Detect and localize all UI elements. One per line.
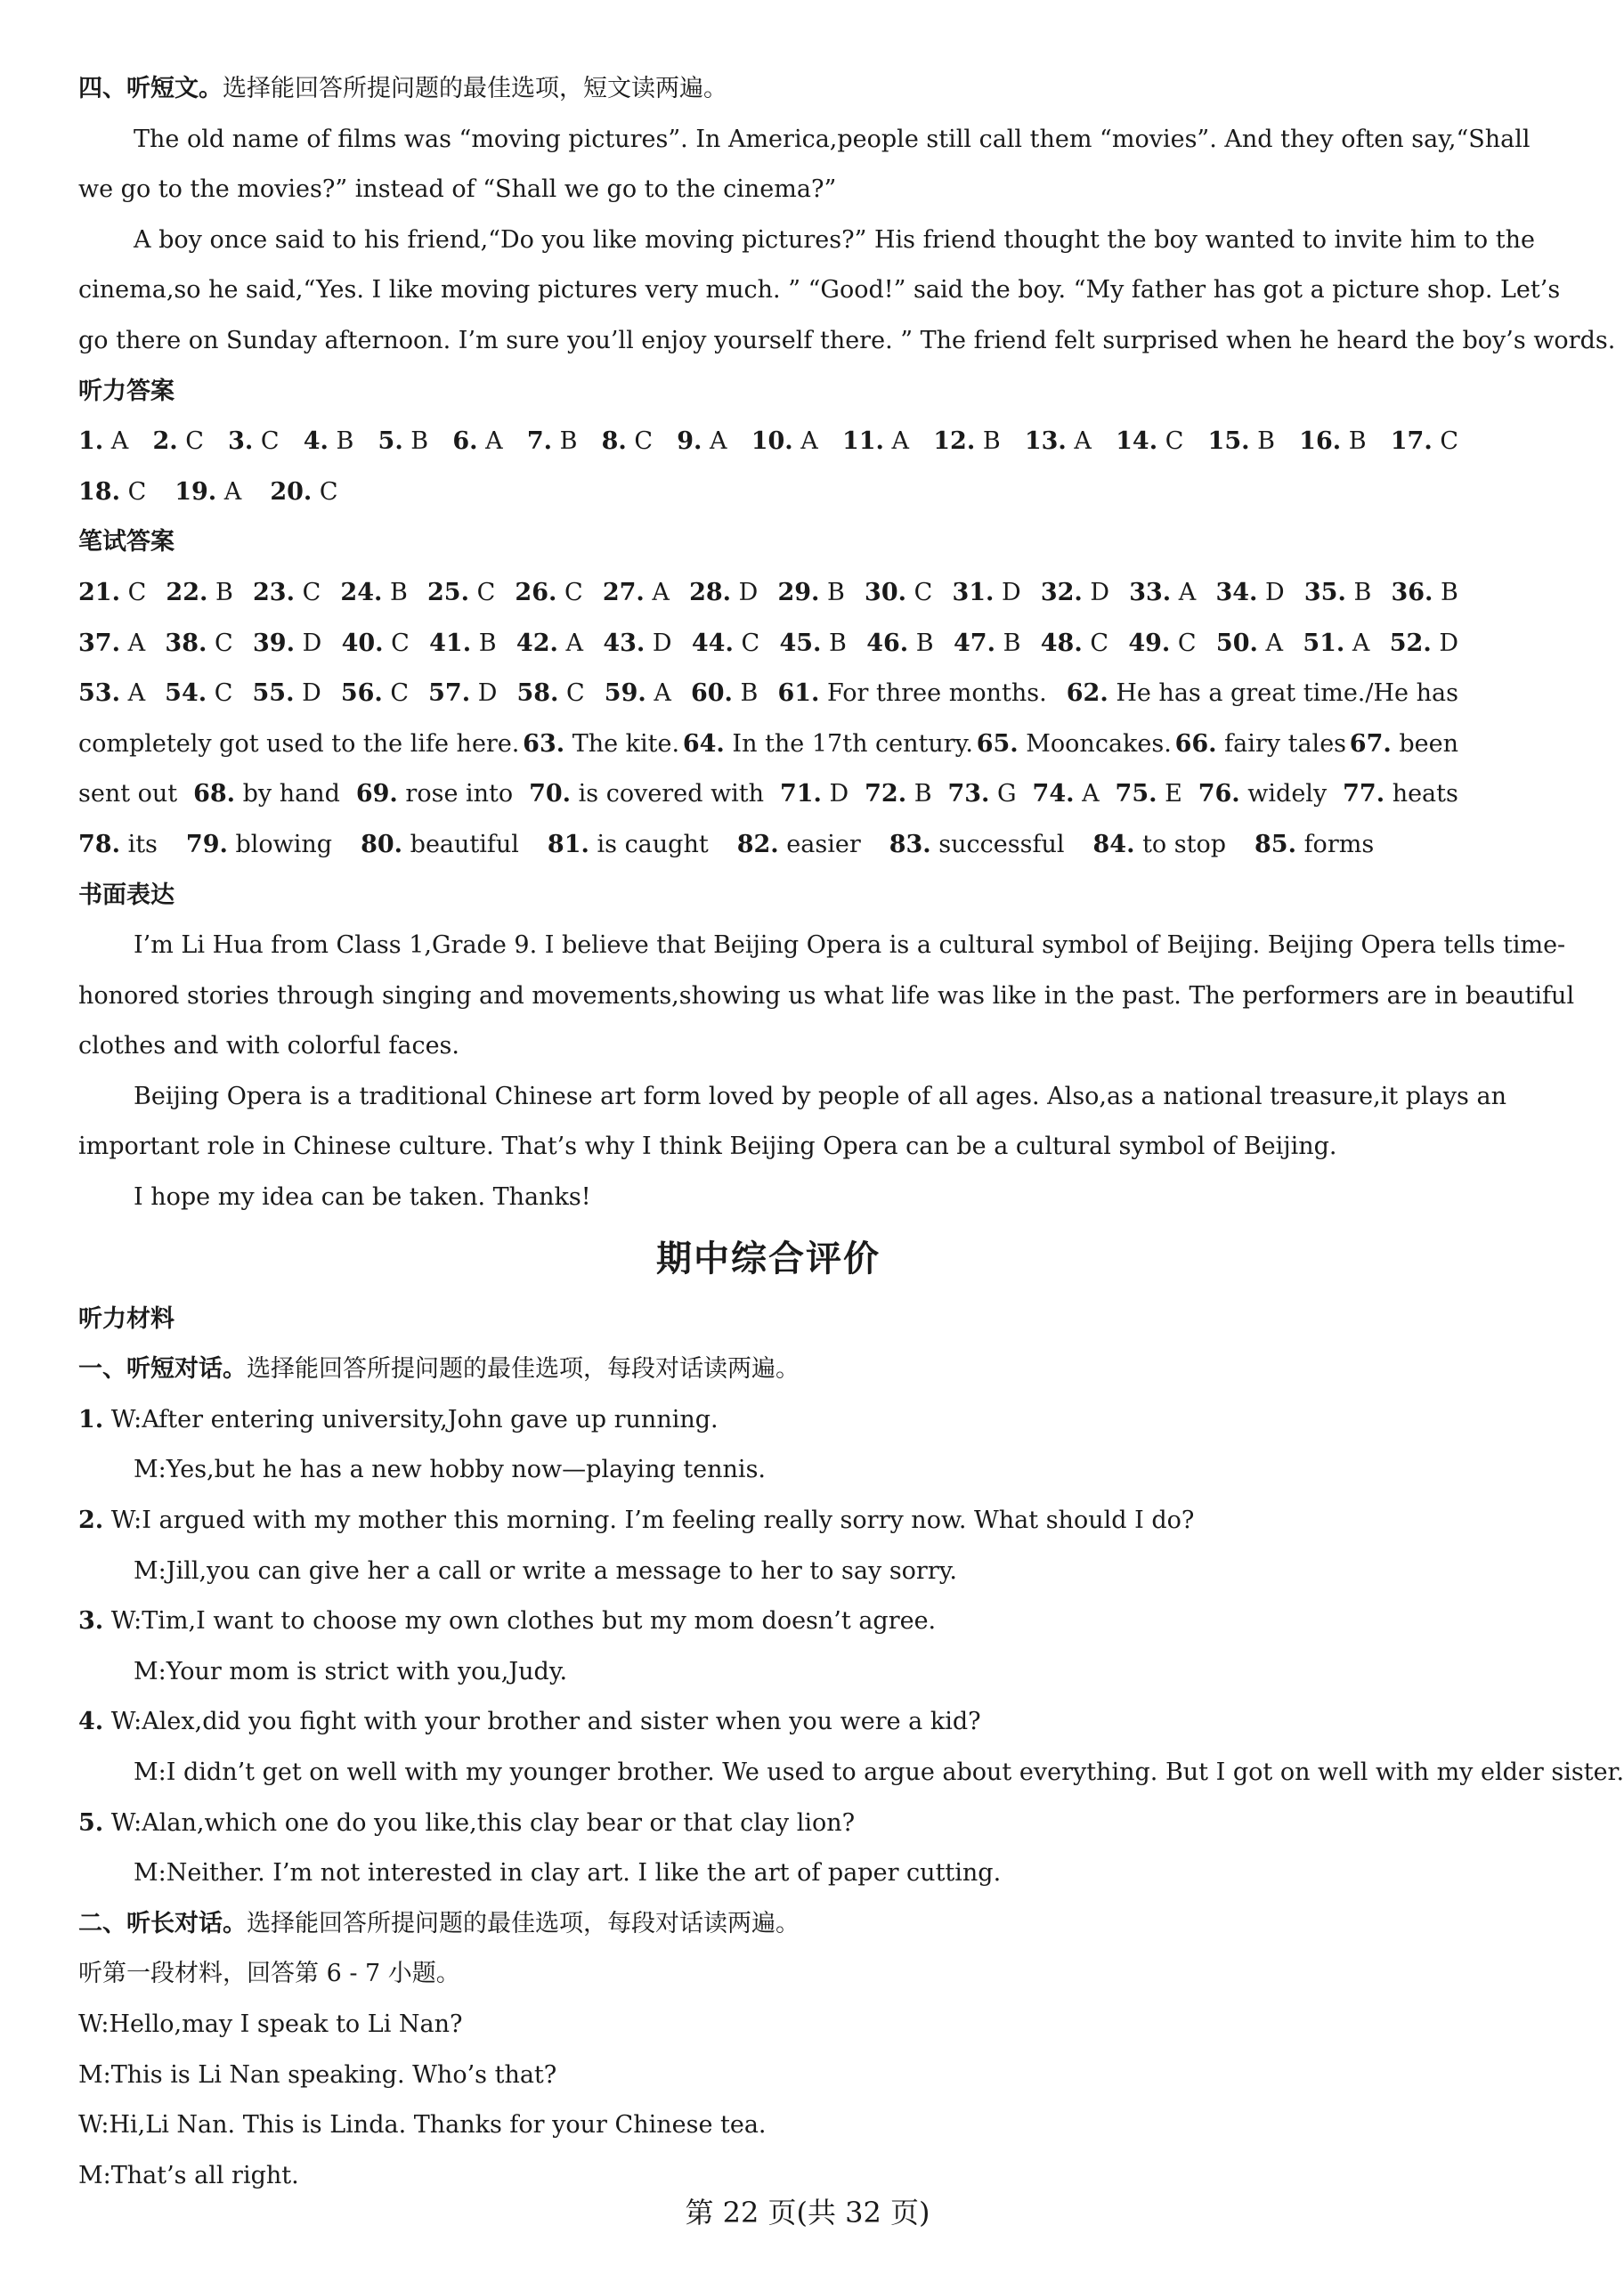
answer-item: 76. widely (1198, 780, 1328, 808)
answer-item: 1. A (78, 427, 129, 456)
answer-item: 34. D (1215, 578, 1285, 606)
dialog-line: 1. W:After entering university,John gave up running. (78, 1405, 719, 1433)
answer-item: 37. A (78, 629, 146, 657)
answer-item: 25. C (427, 578, 496, 606)
answer-item: 17. C (1390, 427, 1458, 456)
answer-item: 65. Mooncakes. (976, 729, 1172, 758)
section4-heading: 四、听短文。选择能回答所提问题的最佳选项，短文读两遍。 (78, 75, 727, 102)
dialog-line: M:Jill,you can give her a call or write a message to her to say sorry. (134, 1556, 957, 1585)
answer-row (78, 820, 1458, 871)
answer-item: 75. E (1115, 780, 1182, 808)
answer-item: 54. C (165, 679, 233, 708)
answer-item: 46. B (866, 629, 934, 657)
answer-item: 73. G (947, 780, 1017, 808)
answer-item: 78. its (78, 830, 158, 858)
dialog-line: 3. W:Tim,I want to choose my own clothes but my mom doesn’t agree. (78, 1607, 937, 1636)
answer-item: 67. been (1349, 729, 1458, 758)
answer-item: sent out (78, 780, 178, 808)
answer-item: 69. rose into (355, 780, 514, 808)
answer-item: 62. He has a great time./He has (1066, 679, 1458, 708)
answer-item: 18. C (78, 477, 147, 506)
dialog-line: M:Neither. I’m not interested in clay art. I like the art of paper cutting. (134, 1859, 1002, 1888)
answer-item: 13. A (1024, 427, 1092, 456)
answer-row (78, 417, 1458, 467)
answer-item: 2. C (152, 427, 204, 456)
answer-item: 81. is caught (547, 830, 709, 858)
passage-line: we go to the movies?” instead of “Shall we go to the cinema?” (78, 175, 837, 204)
dialog-line: M:This is Li Nan speaking. Who’s that? (78, 2060, 557, 2089)
answer-item: 41. B (429, 629, 497, 657)
answer-item: 21. C (78, 578, 147, 606)
answer-item: 48. C (1040, 629, 1108, 657)
answer-item: 28. D (689, 578, 759, 606)
section2-heading: 二、听长对话。选择能回答所提问题的最佳选项，每段对话读两遍。 (78, 1909, 800, 1937)
answer-item: 12. B (933, 427, 1001, 456)
passage-line: The old name of films was “moving pictures”. In America,people still call them “movies”. And they often say,“Shall (134, 125, 1531, 153)
answer-item: 58. C (516, 679, 585, 708)
answer-item: 72. B (865, 780, 932, 808)
answer-item: 40. C (341, 629, 410, 657)
passage-line: go there on Sunday afternoon. I’m sure you’ll enjoy yourself there. ” The friend felt surprised when he heard the boy’s words. (78, 326, 1616, 354)
answer-item: 15. B (1207, 427, 1275, 456)
answer-item: 84. to stop (1092, 830, 1226, 858)
dialog-line: M:Your mom is strict with you,Judy. (134, 1657, 568, 1685)
answer-item: 14. C (1116, 427, 1184, 456)
answer-row (78, 719, 1458, 770)
page-content (78, 64, 1624, 2201)
answer-item: 5. B (378, 427, 429, 456)
answer-row (78, 769, 1458, 820)
answer-item: 24. B (340, 578, 408, 606)
essay-line: I hope my idea can be taken. Thanks! (134, 1183, 591, 1212)
answer-item: 66. fairy tales (1174, 729, 1347, 758)
page-number: 第 22 页(共 32 页) (685, 2196, 930, 2229)
answer-item: 29. B (777, 578, 845, 606)
answer-item: 71. D (779, 780, 849, 808)
answer-item: 51. A (1303, 629, 1370, 657)
answer-item: 19. A (175, 477, 242, 506)
answer-item: 74. A (1032, 780, 1100, 808)
answer-item: 45. B (779, 629, 847, 657)
answer-item: 52. D (1389, 629, 1458, 657)
answer-item: 36. B (1391, 578, 1458, 606)
answer-item: 3. C (228, 427, 280, 456)
midterm-title: 期中综合评价 (656, 1238, 881, 1279)
answer-row (78, 568, 1458, 619)
dialog-line: W:Hi,Li Nan. This is Linda. Thanks for your Chinese tea. (78, 2111, 767, 2140)
passage-line: A boy once said to his friend,“Do you like moving pictures?” His friend thought the boy wanted to invite him to the (134, 225, 1535, 254)
answer-item: 11. A (841, 427, 910, 456)
answer-row (78, 669, 1458, 719)
answer-item: 47. B (954, 629, 1021, 657)
answer-item: 23. C (253, 578, 321, 606)
dialog-line: M:I didn’t get on well with my younger brother. We used to argue about everything. But I got on well with my elder sister. (134, 1758, 1624, 1786)
material-heading: 听力材料 (78, 1304, 175, 1333)
dialog-line: M:Yes,but he has a new hobby now—playing tennis. (134, 1456, 767, 1484)
answer-item: 35. B (1303, 578, 1372, 606)
passage-line: cinema,so he said,“Yes. I like moving pictures very much. ” “Good!” said the boy. “My father has got a picture shop. Let’s (78, 276, 1561, 305)
essay-line: Beijing Opera is a traditional Chinese art form loved by people of all ages. Also,as a national treasure,it plays an (134, 1082, 1506, 1110)
answer-item: 9. A (677, 427, 727, 456)
answer-item: 33. A (1129, 578, 1197, 606)
answer-item: 42. A (516, 629, 583, 657)
answer-item: 6. A (452, 427, 503, 456)
answer-item: 39. D (253, 629, 322, 657)
answer-item: 61. For three months. (777, 679, 1047, 708)
answer-item: 10. A (751, 427, 818, 456)
answer-item: 7. B (526, 427, 578, 456)
answer-item: 22. B (166, 578, 233, 606)
answer-item: 63. The kite. (523, 729, 680, 758)
answer-item: 49. C (1128, 629, 1197, 657)
answer-item: 77. heats (1343, 780, 1458, 808)
answer-item: 70. is covered with (529, 780, 765, 808)
essay-line: important role in Chinese culture. That’s why I think Beijing Opera can be a cultural symbol of Beijing. (78, 1133, 1337, 1161)
answer-item: 30. C (865, 578, 933, 606)
answer-item: 79. blowing (185, 830, 333, 858)
answer-item: 68. by hand (193, 780, 340, 808)
answer-item: 57. D (428, 679, 498, 708)
answer-item: 26. C (515, 578, 583, 606)
answer-item: 20. C (270, 477, 338, 506)
dialog-line: M:That’s all right. (78, 2161, 299, 2189)
answer-item: 32. D (1040, 578, 1110, 606)
answer-item: 4. B (303, 427, 354, 456)
answer-item: 55. D (252, 679, 321, 708)
dialog-line: W:Hello,may I speak to Li Nan? (78, 2010, 463, 2038)
dialog-line: 4. W:Alex,did you fight with your brother and sister when you were a kid? (78, 1708, 981, 1736)
answer-item: 38. C (165, 629, 233, 657)
dialog-line: 2. W:I argued with my mother this morning. I’m feeling really sorry now. What should I do? (78, 1507, 1195, 1535)
writing-heading: 书面表达 (78, 881, 175, 909)
answer-item: 43. D (603, 629, 672, 657)
answer-item: 64. In the 17th century. (682, 729, 973, 758)
answer-item: 50. A (1215, 629, 1283, 657)
listening-answers-heading: 听力答案 (78, 377, 175, 405)
answer-item: 27. A (602, 578, 670, 606)
answer-item: 85. forms (1255, 830, 1375, 858)
answer-row (78, 619, 1458, 670)
section1-heading: 一、听短对话。选择能回答所提问题的最佳选项，每段对话读两遍。 (78, 1355, 800, 1384)
dialog-line: 5. W:Alan,which one do you like,this clay bear or that clay lion? (78, 1808, 856, 1837)
answer-item: 16. B (1299, 427, 1367, 456)
answer-item: 8. C (601, 427, 654, 456)
answer-item: 80. beautiful (361, 830, 519, 858)
answer-item: 31. D (952, 578, 1021, 606)
essay-line: I’m Li Hua from Class 1,Grade 9. I believe that Beijing Opera is a cultural symbol of Beijing. Beijing Opera tells time- (134, 931, 1566, 960)
answer-item: 82. easier (736, 830, 861, 858)
written-answers-heading: 笔试答案 (78, 528, 175, 556)
answer-row (78, 467, 1458, 518)
answer-item: 60. B (690, 679, 759, 708)
answer-item: 83. successful (889, 830, 1065, 858)
answer-item: 56. C (340, 679, 410, 708)
answer-item: 53. A (78, 679, 146, 708)
section2-note: 听第一段材料，回答第 6 - 7 小题。 (78, 1960, 460, 1988)
answer-item: completely got used to the life here. (78, 729, 520, 758)
essay-line: clothes and with colorful faces. (78, 1032, 459, 1060)
answer-item: 59. A (604, 679, 671, 708)
answer-item: 44. C (691, 629, 760, 657)
essay-line: honored stories through singing and movements,showing us what life was like in the past. The performers are in beautiful (78, 981, 1575, 1010)
